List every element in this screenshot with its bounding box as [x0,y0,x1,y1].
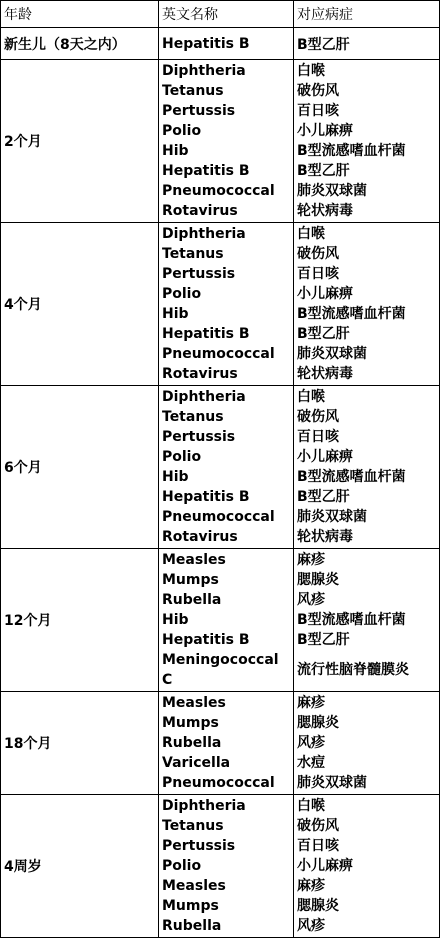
disease-name-text: 腮腺炎 [297,898,339,914]
header-disease: 对应病症 [294,1,440,28]
vaccine-name [162,121,293,141]
disease-name-text: 腮腺炎 [297,715,339,731]
vaccine-name-text: Pertussis [162,429,236,445]
vaccine-name [162,487,293,507]
newborn-row [1,28,440,60]
vaccine-name [162,630,293,650]
disease-name-text: 麻疹 [297,552,325,568]
disease-name-text: 百日咳 [297,429,339,445]
vaccine-list-cell [159,549,294,692]
disease-name-text: 小儿麻痹 [297,858,353,874]
vaccine-name-text: Diphtheria [162,389,246,405]
vaccine-name-text: Tetanus [162,818,224,834]
vaccine-name [162,201,293,221]
disease-name-text: B型流感嗜血杆菌 [297,143,406,159]
vaccine-name-text: Diphtheria [162,63,246,79]
disease-name [297,527,439,547]
vaccine-name-text: Pneumococcal [162,775,275,791]
age-cell: 12个月 [1,549,159,692]
vaccine-name-text: Hib [162,143,189,159]
vaccine-name-text: Mumps [162,572,219,588]
disease-name-text: 流行性脑脊髓膜炎 [297,662,409,678]
disease-name [297,284,439,304]
vaccine-list-cell [159,60,294,223]
disease-name-text: 百日咳 [297,103,339,119]
disease-name-text: 轮状病毒 [297,529,353,545]
vaccine-list-cell [159,795,294,938]
age-group-row [1,386,440,549]
disease-name-text: B型流感嗜血杆菌 [297,469,406,485]
vaccine-name-text: Tetanus [162,409,224,425]
vaccine-name-text: Mumps [162,715,219,731]
vaccine-name [162,733,293,753]
vaccine-name [162,447,293,467]
disease-name-text: 风疹 [297,592,325,608]
vaccine-name-text: Hepatitis B [162,163,250,179]
vaccine-name-text: Pertussis [162,838,236,854]
age-cell: 新生儿（8天之内） [1,28,159,60]
vaccine-name [162,876,293,896]
disease-name-text: 风疹 [297,735,325,751]
disease-name [297,427,439,447]
vaccine-name [162,284,293,304]
vaccine-name-text: Hib [162,306,189,322]
disease-name [297,387,439,407]
vaccine-name-text: Pneumococcal [162,183,275,199]
vaccine-name [162,916,293,936]
vaccine-name-text: Polio [162,449,202,465]
vaccine-name [162,304,293,324]
vaccine-name-text: Mumps [162,898,219,914]
disease-name-text: 破伤风 [297,83,339,99]
vaccine-name-text: Rubella [162,735,222,751]
vaccine-name-text: Hepatitis B [162,489,250,505]
vaccine-name-text: Tetanus [162,246,224,262]
vaccine-name [162,244,293,264]
vaccine-name [162,344,293,364]
disease-name [297,81,439,101]
vaccine-list-cell [159,223,294,386]
disease-name-text: 白喉 [297,63,325,79]
vaccine-name [162,61,293,81]
vaccine-name [162,364,293,384]
disease-name-text: 肺炎双球菌 [297,775,367,791]
vaccine-name-text: Diphtheria [162,226,246,242]
disease-name [297,121,439,141]
disease-name [297,570,439,590]
disease-name-text: 风疹 [297,918,325,934]
disease-cell: B型乙肝 [294,28,440,60]
header-english-name: 英文名称 [159,1,294,28]
vaccine-name-text: Pertussis [162,103,236,119]
disease-name-text: B型流感嗜血杆菌 [297,306,406,322]
vaccine-name [162,387,293,407]
disease-name [297,590,439,610]
disease-name-text: 白喉 [297,389,325,405]
disease-name-text: 小儿麻痹 [297,449,353,465]
disease-name [297,856,439,876]
vaccine-name-text: Polio [162,286,202,302]
vaccine-name [162,324,293,344]
vaccine-name-text: Measles [162,695,226,711]
disease-name-text: 肺炎双球菌 [297,183,367,199]
vaccine-name [162,856,293,876]
disease-name-text: 百日咳 [297,266,339,282]
disease-list-cell [294,386,440,549]
disease-name [297,796,439,816]
disease-name [297,916,439,936]
vaccine-name [162,181,293,201]
disease-name [297,773,439,793]
vaccine-name-text: Rotavirus [162,366,238,382]
vaccine-name-text: Meningococcal C [162,652,279,688]
disease-name-text: 百日咳 [297,838,339,854]
disease-name-text: 轮状病毒 [297,366,353,382]
disease-name-text: 轮状病毒 [297,203,353,219]
vaccine-name [162,816,293,836]
vaccine-name-text: Pneumococcal [162,509,275,525]
vaccine-name-text: Measles [162,878,226,894]
disease-name [297,244,439,264]
header-row [1,1,440,28]
age-group-row [1,795,440,938]
vaccine-name [162,570,293,590]
disease-name-text: 腮腺炎 [297,572,339,588]
disease-list-cell [294,549,440,692]
vaccine-cell: Hepatitis B [159,28,294,60]
disease-name [297,753,439,773]
disease-name [297,836,439,856]
disease-list-cell [294,795,440,938]
vaccine-name [162,550,293,570]
vaccine-name [162,81,293,101]
disease-name [297,224,439,244]
disease-name [297,713,439,733]
disease-list-cell [294,692,440,795]
disease-name [297,693,439,713]
age-cell: 2个月 [1,60,159,223]
disease-name [297,407,439,427]
disease-name-text: 破伤风 [297,818,339,834]
vaccine-name [162,141,293,161]
vaccine-name-text: Polio [162,858,202,874]
vaccine-name-text: Rubella [162,918,222,934]
disease-name-text: 破伤风 [297,246,339,262]
vaccine-name-text: Diphtheria [162,798,246,814]
vaccine-name [162,896,293,916]
disease-name [297,201,439,221]
disease-name-text: 肺炎双球菌 [297,509,367,525]
disease-name [297,816,439,836]
disease-name [297,610,439,630]
vaccine-name-text: Hib [162,469,189,485]
disease-list-cell [294,223,440,386]
vaccine-name [162,796,293,816]
vaccine-name [162,713,293,733]
vaccine-name [162,590,293,610]
disease-name-text: B型流感嗜血杆菌 [297,612,406,628]
disease-list-cell [294,60,440,223]
vaccine-list-cell [159,386,294,549]
vaccine-name [162,467,293,487]
vaccine-name-text: Rotavirus [162,529,238,545]
disease-name-text: 小儿麻痹 [297,286,353,302]
vaccine-name [162,693,293,713]
age-cell: 18个月 [1,692,159,795]
vaccine-name-text: Tetanus [162,83,224,99]
age-group-row [1,549,440,692]
age-cell: 6个月 [1,386,159,549]
vaccine-name-text: Rotavirus [162,203,238,219]
vaccine-name [162,836,293,856]
vaccine-name-text: Hepatitis B [162,632,250,648]
vaccine-name [162,427,293,447]
disease-name [297,141,439,161]
disease-name [297,304,439,324]
disease-name [297,876,439,896]
disease-name-text: B型乙肝 [297,326,350,342]
disease-name [297,550,439,570]
disease-name [297,344,439,364]
vaccine-name-text: Hepatitis B [162,326,250,342]
disease-name [297,487,439,507]
disease-name [297,161,439,181]
disease-name-text: 肺炎双球菌 [297,346,367,362]
disease-name [297,630,439,650]
vaccine-name [162,507,293,527]
vaccine-name [162,753,293,773]
age-group-row [1,692,440,795]
disease-name [297,181,439,201]
vaccine-name [162,773,293,793]
vaccine-name-text: Polio [162,123,202,139]
disease-name-text: 破伤风 [297,409,339,425]
disease-name [297,467,439,487]
vaccine-name [162,407,293,427]
vaccine-name-text: Hib [162,612,189,628]
vaccine-name [162,527,293,547]
disease-name [297,896,439,916]
disease-name [297,264,439,284]
vaccine-name [162,610,293,630]
disease-name-text: 麻疹 [297,695,325,711]
vaccine-name [162,161,293,181]
vaccine-name-text: Varicella [162,755,231,771]
vaccine-name-text: Pertussis [162,266,236,282]
vaccine-name-text: Pneumococcal [162,346,275,362]
age-group-row [1,60,440,223]
vaccine-list-cell [159,692,294,795]
disease-name-text: 水痘 [297,755,325,771]
vaccine-name-text: Rubella [162,592,222,608]
age-group-row [1,223,440,386]
disease-name-text: 白喉 [297,798,325,814]
disease-name-text: B型乙肝 [297,489,350,505]
vaccine-name [162,650,293,690]
vaccine-name [162,224,293,244]
disease-name-text: B型乙肝 [297,632,350,648]
disease-name [297,733,439,753]
vaccine-name [162,264,293,284]
age-cell: 4周岁 [1,795,159,938]
disease-name [297,364,439,384]
vaccine-name [162,101,293,121]
vaccine-name-text: Measles [162,552,226,568]
disease-name-text: B型乙肝 [297,163,350,179]
disease-name [297,447,439,467]
disease-name [297,650,439,690]
disease-name [297,507,439,527]
disease-name-text: 白喉 [297,226,325,242]
disease-name [297,324,439,344]
disease-name [297,101,439,121]
disease-name-text: 麻疹 [297,878,325,894]
age-cell: 4个月 [1,223,159,386]
header-age: 年龄 [1,1,159,28]
disease-name [297,61,439,81]
disease-name-text: 小儿麻痹 [297,123,353,139]
